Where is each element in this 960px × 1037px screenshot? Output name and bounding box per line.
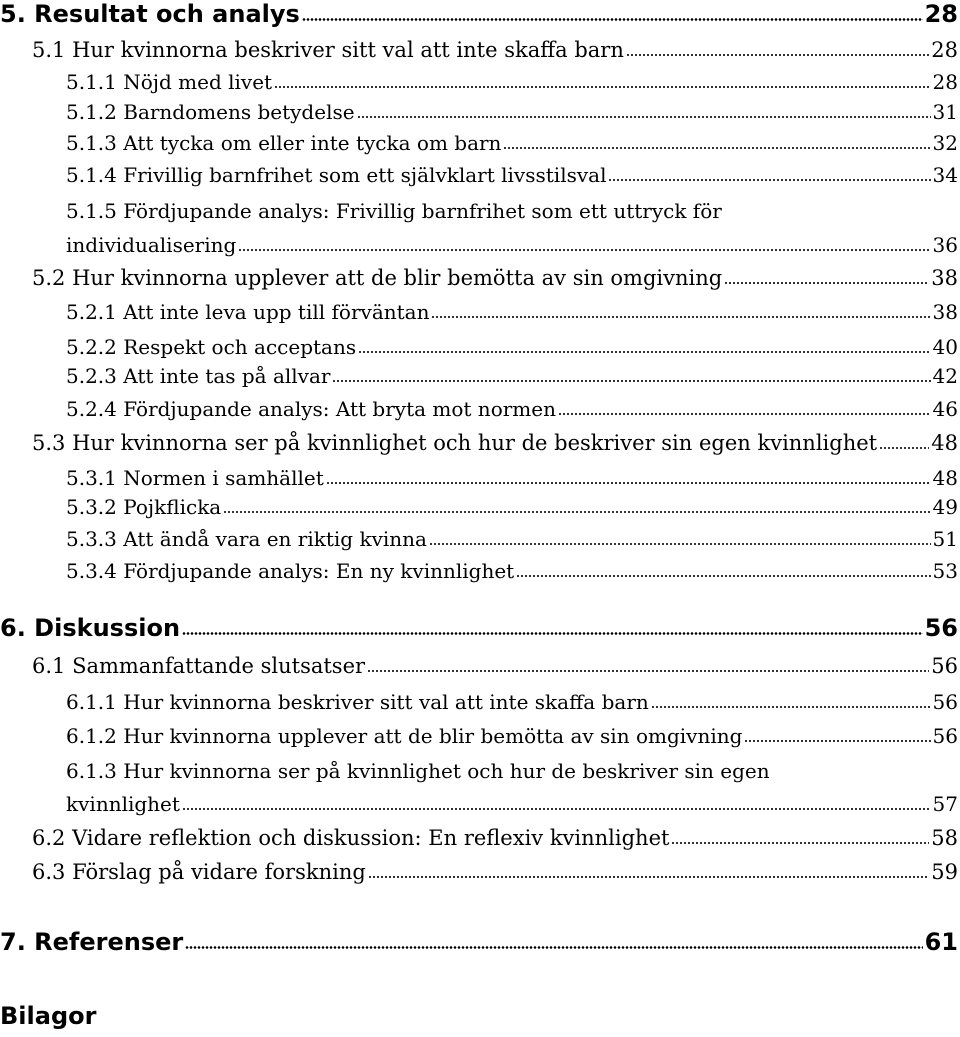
toc-chapter[interactable] bbox=[0, 614, 958, 642]
toc-page-number: 48 bbox=[931, 431, 958, 455]
toc-page-number: 31 bbox=[932, 100, 958, 124]
dot-leader bbox=[182, 631, 923, 636]
toc-entry-label: 5.2.4 Fördjupande analys: Att bryta mot normen bbox=[66, 397, 556, 421]
toc-entry[interactable] bbox=[32, 826, 958, 850]
dot-leader bbox=[185, 945, 922, 950]
dot-leader bbox=[626, 53, 929, 57]
toc-entry-label: 7. Referenser bbox=[0, 928, 184, 956]
toc-entry-label: 5.2.1 Att inte leva upp till förväntan bbox=[66, 300, 430, 324]
toc-entry-label: 5.1 Hur kvinnorna beskriver sitt val att inte skaffa barn bbox=[32, 38, 624, 62]
dot-leader bbox=[357, 115, 931, 119]
dot-leader bbox=[358, 350, 930, 354]
toc-entry[interactable] bbox=[66, 690, 958, 714]
toc-page-number: 42 bbox=[932, 364, 958, 388]
toc-entry-label: 6. Diskussion bbox=[0, 614, 181, 642]
toc-page-number: 38 bbox=[931, 266, 958, 290]
toc-page-number: 59 bbox=[931, 860, 958, 884]
toc-page-number: 38 bbox=[932, 300, 958, 324]
dot-leader bbox=[368, 875, 929, 879]
toc-page-number: 28 bbox=[932, 70, 958, 94]
toc-entry-label: 5.3.1 Normen i samhället bbox=[66, 466, 324, 490]
dot-leader bbox=[516, 574, 930, 578]
toc-entry-label: 6.3 Förslag på vidare forskning bbox=[32, 860, 366, 884]
toc-entry[interactable] bbox=[66, 70, 958, 94]
toc-page-number: 34 bbox=[932, 163, 958, 187]
toc-entry-label: 5.1.4 Frivillig barnfrihet som ett självklart livsstilsval bbox=[66, 163, 607, 187]
toc-entry-label[interactable]: 6.1.3 Hur kvinnorna ser på kvinnlighet och hur de beskriver sin egen bbox=[66, 759, 770, 783]
toc-entry-label: 6.1.2 Hur kvinnorna upplever att de blir bemötta av sin omgivning bbox=[66, 724, 743, 748]
toc-entry[interactable] bbox=[66, 300, 958, 324]
dot-leader bbox=[651, 705, 931, 709]
toc-entry[interactable] bbox=[66, 131, 958, 155]
toc-entry-label: 6.2 Vidare reflektion och diskussion: En reflexiv kvinnlighet bbox=[32, 826, 670, 850]
toc-entry-label: 5.1.1 Nöjd med livet bbox=[66, 70, 273, 94]
toc-entry-label: 6.1.1 Hur kvinnorna beskriver sitt val att inte skaffa barn bbox=[66, 690, 649, 714]
dot-leader bbox=[182, 807, 931, 811]
toc-entry-label: 5.2.2 Respekt och acceptans bbox=[66, 335, 357, 359]
toc-entry-continuation: kvinnlighet bbox=[66, 792, 180, 816]
dot-leader bbox=[274, 85, 930, 89]
toc-chapter[interactable] bbox=[0, 928, 958, 956]
toc-page-number: 40 bbox=[932, 335, 958, 359]
toc-entry[interactable] bbox=[66, 724, 958, 748]
toc-entry-label: 6.1 Sammanfattande slutsatser bbox=[32, 654, 366, 678]
dot-leader bbox=[558, 412, 931, 416]
toc-page-number: 51 bbox=[932, 527, 958, 551]
toc-entry-label: 5.1.3 Att tycka om eller inte tycka om barn bbox=[66, 131, 502, 155]
toc-entry[interactable] bbox=[32, 266, 958, 290]
toc-entry-label: 5.3.3 Att ändå vara en riktig kvinna bbox=[66, 527, 427, 551]
toc-entry[interactable] bbox=[66, 527, 958, 551]
toc-entry[interactable] bbox=[66, 163, 958, 187]
dot-leader bbox=[367, 669, 929, 673]
dot-leader bbox=[302, 17, 923, 22]
dot-leader bbox=[879, 446, 929, 450]
toc-entry[interactable] bbox=[32, 38, 958, 62]
toc-page-number: 57 bbox=[932, 792, 958, 816]
dot-leader bbox=[332, 379, 930, 383]
dot-leader bbox=[503, 146, 930, 150]
toc-page-number: 28 bbox=[924, 0, 958, 28]
toc-entry-label: 5.3 Hur kvinnorna ser på kvinnlighet och hur de beskriver sin egen kvinnlighet bbox=[32, 431, 878, 455]
dot-leader bbox=[671, 841, 929, 845]
dot-leader bbox=[223, 510, 930, 514]
toc-page-number: 56 bbox=[924, 614, 958, 642]
toc-page-number: 61 bbox=[924, 928, 958, 956]
toc-entry[interactable] bbox=[66, 792, 958, 816]
toc-entry[interactable] bbox=[66, 466, 958, 490]
dot-leader bbox=[326, 481, 931, 485]
toc-page-number: 58 bbox=[931, 826, 958, 850]
toc-entry-label[interactable]: 5.1.5 Fördjupande analys: Frivillig barnfrihet som ett uttryck för bbox=[66, 199, 722, 223]
toc-entry-label: 5.3.2 Pojkflicka bbox=[66, 495, 222, 519]
toc-entry[interactable] bbox=[66, 100, 958, 124]
toc-page-number: 56 bbox=[931, 654, 958, 678]
toc-entry-continuation: individualisering bbox=[66, 233, 237, 257]
toc-entry-label: 5.2 Hur kvinnorna upplever att de blir bemötta av sin omgivning bbox=[32, 266, 723, 290]
toc-entry[interactable] bbox=[32, 654, 958, 678]
toc-entry[interactable] bbox=[66, 364, 958, 388]
toc-page-number: 28 bbox=[931, 38, 958, 62]
dot-leader bbox=[744, 739, 930, 743]
toc-chapter[interactable] bbox=[0, 0, 958, 28]
bilagor-heading: Bilagor bbox=[0, 1002, 97, 1030]
toc-page-number: 46 bbox=[932, 397, 958, 421]
toc-entry-label: 5.1.2 Barndomens betydelse bbox=[66, 100, 355, 124]
toc-page-number: 48 bbox=[932, 466, 958, 490]
toc-entry[interactable] bbox=[32, 860, 958, 884]
toc-entry[interactable] bbox=[66, 233, 958, 257]
toc-entry[interactable] bbox=[32, 431, 958, 455]
toc-entry[interactable] bbox=[66, 397, 958, 421]
toc-page-number: 36 bbox=[932, 233, 958, 257]
dot-leader bbox=[429, 542, 931, 546]
toc-entry-label: 5.2.3 Att inte tas på allvar bbox=[66, 364, 331, 388]
toc-entry-label: 5.3.4 Fördjupande analys: En ny kvinnlighet bbox=[66, 559, 515, 583]
toc-page-number: 56 bbox=[932, 724, 958, 748]
toc-entry[interactable] bbox=[66, 335, 958, 359]
toc-page-number: 56 bbox=[932, 690, 958, 714]
dot-leader bbox=[724, 281, 929, 285]
dot-leader bbox=[431, 315, 930, 319]
toc-entry[interactable] bbox=[66, 495, 958, 519]
toc-entry-label: 5. Resultat och analys bbox=[0, 0, 300, 28]
toc-page-number: 53 bbox=[932, 559, 958, 583]
dot-leader bbox=[238, 248, 930, 252]
toc-page-number: 32 bbox=[932, 131, 958, 155]
dot-leader bbox=[608, 178, 930, 182]
toc-entry[interactable] bbox=[66, 559, 958, 583]
toc-page-number: 49 bbox=[932, 495, 958, 519]
